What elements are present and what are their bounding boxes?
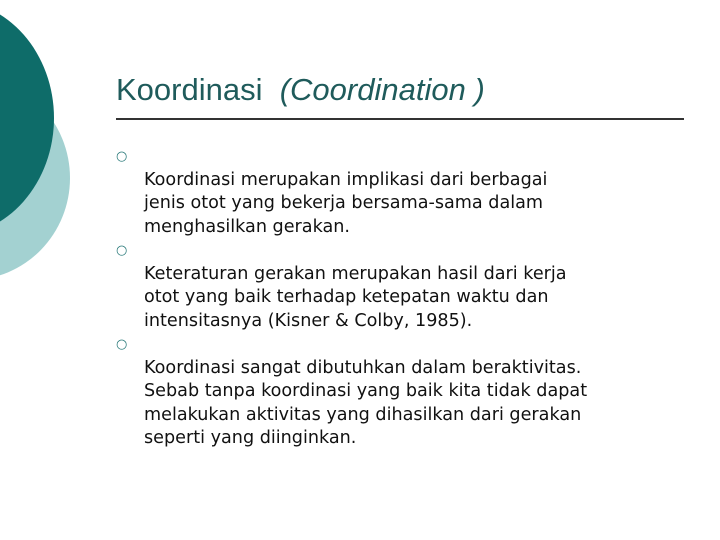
- bullet-text-1: Koordinasi merupakan implikasi dari berbagai jenis otot yang bekerja bersama-sama dalam menghasilkan gerakan.: [144, 169, 548, 237]
- bullet-circle-icon: ○: [116, 149, 128, 164]
- slide-title: [116, 70, 485, 110]
- bullet-text-3: Koordinasi sangat dibutuhkan dalam beraktivitas. Sebab tanpa koordinasi yang baik kita tidak dapat melakukan aktivitas yang dihasilkan dari gerakan seperti yang diinginkan.: [144, 357, 588, 448]
- bullet-circle-icon: ○: [116, 337, 128, 352]
- title-main: Koordinasi: [116, 72, 263, 107]
- bullet-item-1: [116, 145, 696, 239]
- bullet-circle-icon: ○: [116, 243, 128, 258]
- bullet-list: [116, 145, 696, 451]
- bullet-item-3: [116, 333, 696, 451]
- title-subtitle: (Coordination ): [279, 72, 485, 107]
- decorative-circles: [0, 0, 120, 300]
- bullet-item-2: [116, 239, 696, 333]
- bullet-text-2: Keteraturan gerakan merupakan hasil dari kerja otot yang baik terhadap ketepatan waktu dan intensitasnya (Kisner & Colby, 1985).: [144, 263, 567, 331]
- title-underline: [116, 118, 684, 120]
